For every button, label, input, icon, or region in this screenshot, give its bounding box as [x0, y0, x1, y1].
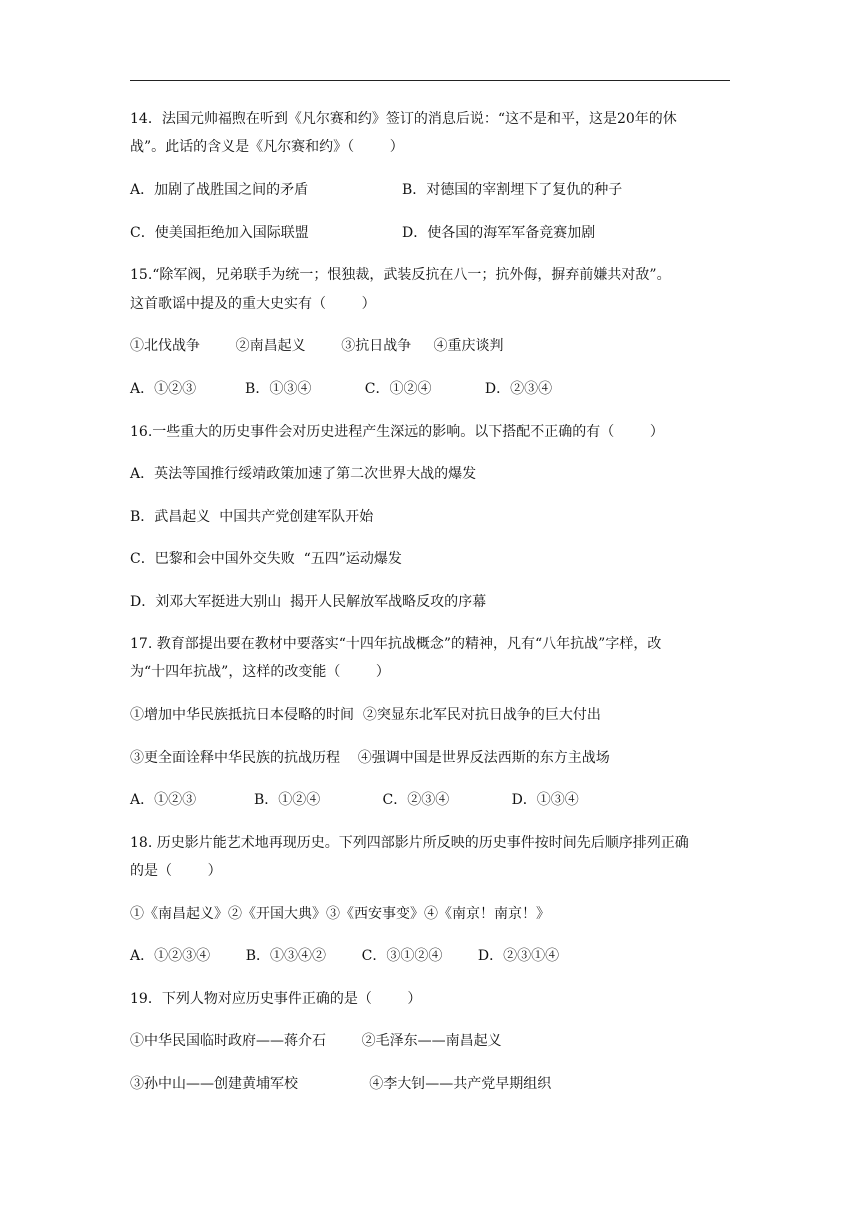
q16-option-b: B．武昌起义 中国共产党创建军队开始	[130, 509, 374, 525]
q14-option-a: A．加剧了战胜国之间的矛盾	[130, 182, 309, 198]
q16-option-a: A．英法等国推行绥靖政策加速了第二次世界大战的爆发	[130, 466, 477, 482]
q14-option-d: D．使各国的海军军备竞赛加剧	[402, 225, 596, 241]
q17-stem-line1: 17. 教育部提出要在教材中要落实“十四年抗战概念”的精神，凡有“八年抗战”字样，改	[130, 636, 662, 652]
q15-stem-line1: 15.“除军阀，兄弟联手为统一；恨独裁，武装反抗在八一；抗外侮，摒弃前嫌共对敌”。	[130, 267, 671, 283]
q16-option-d: D．刘邓大军挺进大别山 揭开人民解放军战略反攻的序幕	[130, 594, 487, 610]
q16-stem: 16.一些重大的历史事件会对历史进程产生深远的影响。以下搭配不正确的有（ ）	[130, 424, 664, 440]
q18-answers: A．①②③④ B．①③④② C．③①②④ D．②③①④	[130, 948, 560, 964]
q16-option-c: C．巴黎和会中国外交失败 “五四”运动爆发	[130, 551, 402, 567]
q17-items-line2: ③更全面诠释中华民族的抗战历程 ④强调中国是世界反法西斯的东方主战场	[130, 750, 610, 766]
q19-items-line2: ③孙中山——创建黄埔军校 ④李大钊——共产党早期组织	[130, 1076, 552, 1092]
q14-stem-line2: 战”。此话的含义是《凡尔赛和约》（ ）	[130, 139, 404, 155]
q15-items: ①北伐战争 ②南昌起义 ③抗日战争 ④重庆谈判	[130, 338, 504, 354]
q19-items-line1: ①中华民国临时政府——蒋介石 ②毛泽东——南昌起义	[130, 1033, 502, 1049]
q14-option-c: C．使美国拒绝加入国际联盟	[130, 225, 309, 241]
q15-answers: A．①②③ B．①③④ C．①②④ D．②③④	[130, 381, 553, 397]
q14-option-b: B．对德国的宰割埋下了复仇的种子	[402, 182, 623, 198]
q17-answers: A．①②③ B．①②④ C．②③④ D．①③④	[130, 792, 579, 808]
q14-stem-line1: 14．法国元帅福煦在听到《凡尔赛和约》签订的消息后说：“这不是和平，这是20年的休	[130, 111, 677, 127]
q18-items: ①《南昌起义》②《开国大典》③《西安事变》④《南京！南京！》	[130, 906, 550, 922]
header-rule	[130, 80, 730, 81]
q18-stem-line2: 的是（ ）	[130, 863, 222, 879]
q17-stem-line2: 为“十四年抗战”，这样的改变能（ ）	[130, 664, 390, 680]
q18-stem-line1: 18. 历史影片能艺术地再现历史。下列四部影片所反映的历史事件按时间先后顺序排列正确	[130, 835, 689, 851]
q17-items-line1: ①增加中华民族抵抗日本侵略的时间 ②突显东北军民对抗日战争的巨大付出	[130, 707, 601, 723]
q19-stem: 19．下列人物对应历史事件正确的是（ ）	[130, 991, 422, 1007]
q15-stem-line2: 这首歌谣中提及的重大史实有（ ）	[130, 296, 376, 312]
